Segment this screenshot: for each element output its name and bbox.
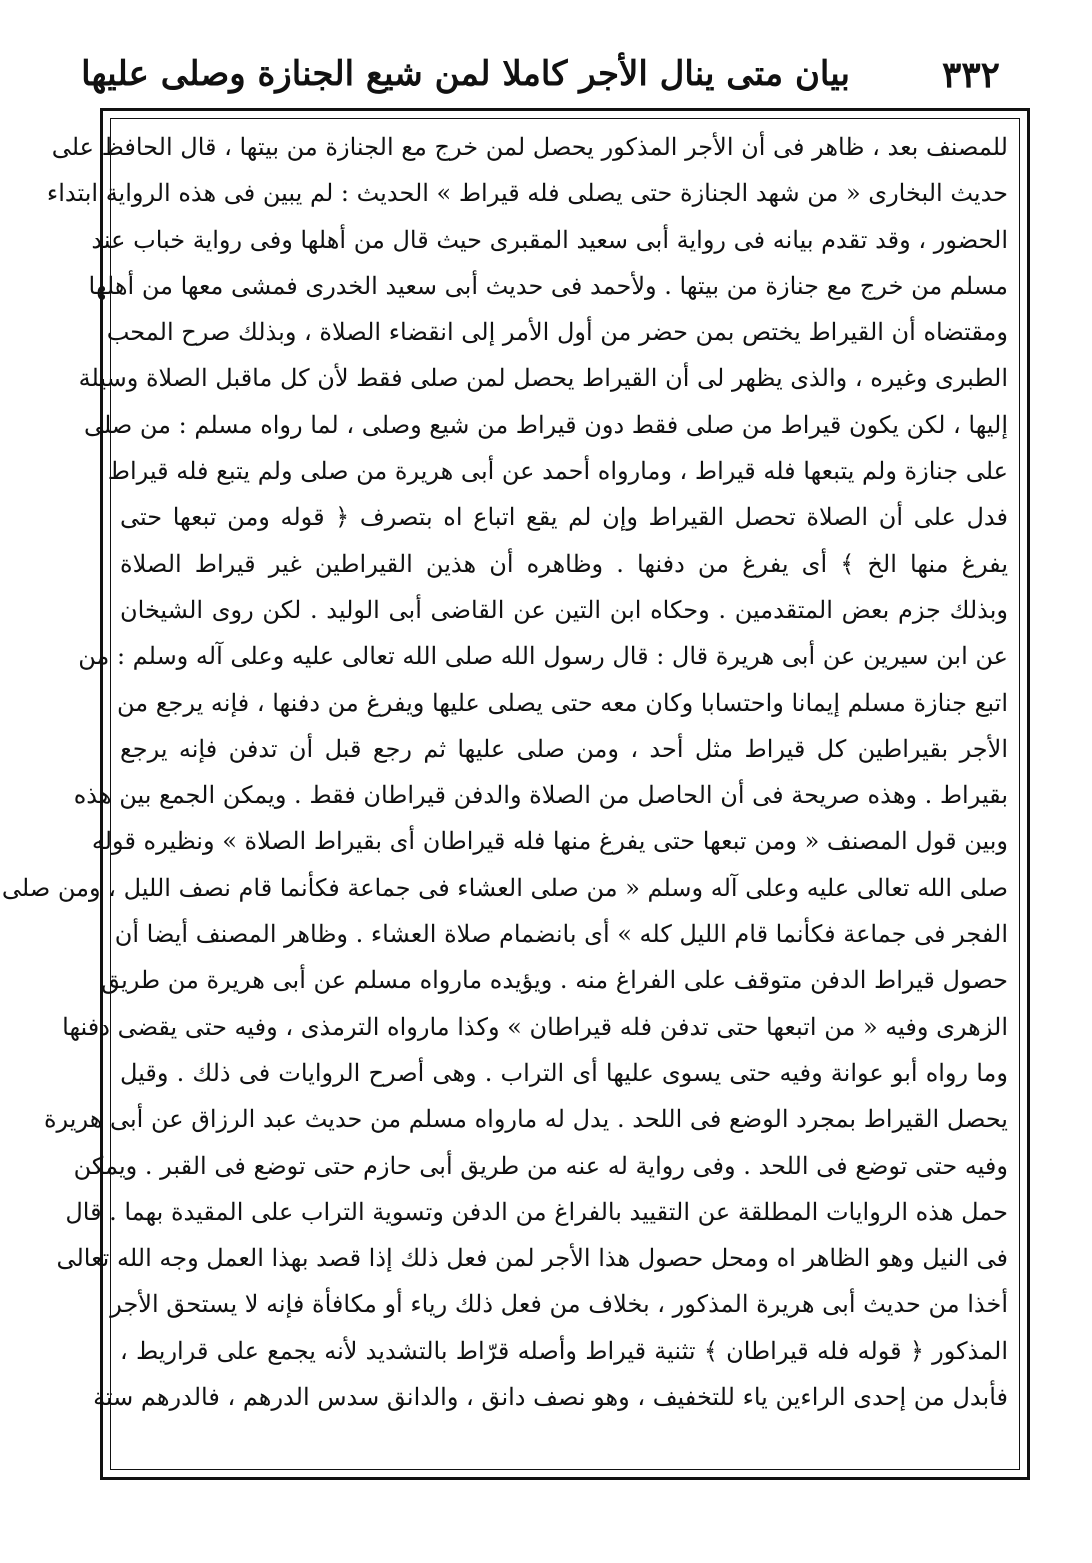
text-line: وفيه حتى توضع فى اللحد . وفى رواية له عنه من طريق أبى حازم حتى توضع فى القبر . ويمكن (73, 1151, 1008, 1180)
text-line: وبذلك جزم بعض المتقدمين . وحكاه ابن التين عن القاضى أبى الوليد . لكن روى الشيخان (120, 595, 1008, 624)
text-line: الأجر بقيراطين كل قيراط مثل أحد ، ومن صلى عليها ثم رجع قبل أن تدفن فإنه يرجع (120, 734, 1008, 763)
text-line: حصول قيراط الدفن متوقف على الفراغ منه . ويؤيده مارواه مسلم عن أبى هريرة من طريق (101, 966, 1008, 995)
text-line: إليها ، لكن يكون قيراط من صلى فقط دون قيراط من شيع وصلى ، لما رواه مسلم : من صلى (83, 410, 1008, 439)
text-line: حمل هذه الروايات المطلقة عن التقييد بالفراغ من الدفن وتسوية التراب على المقيدة بهما . قال (65, 1197, 1008, 1226)
text-line: أخذا من حديث أبى هريرة المذكور ، بخلاف من فعل ذلك رياء أو مكافأة فإنه لا يستحق الأجر (110, 1290, 1008, 1319)
text-line: الحضور ، وقد تقدم بيانه فى رواية أبى سعيد المقبرى حيث قال من أهلها وفى رواية خباب عند (91, 225, 1008, 254)
text-line: حديث البخارى « من شهد الجنازة حتى يصلى فله قيراط » الحديث : لم يبين فى هذه الرواية ابتداء (46, 179, 1008, 208)
text-line: الفجر فى جماعة فكأنما قام الليل كله » أى بانضمام صلاة العشاء . وظاهر المصنف أيضا أن (114, 920, 1008, 949)
text-line: يحصل القيراط بمجرد الوضع فى اللحد . يدل له مارواه مسلم من حديث عبد الرزاق عن أبى هريرة (43, 1105, 1008, 1134)
text-line: فأبدل من إحدى الراءين ياء للتخفيف ، وهو نصف دانق ، والدانق سدس الدرهم ، فالدرهم ستة (93, 1383, 1008, 1412)
text-line: ومقتضاه أن القيراط يختص بمن حضر من أول الأمر إلى انقضاء الصلاة ، وبذلك صرح المحب (106, 318, 1008, 347)
text-line: للمصنف بعد ، ظاهر فى أن الأجر المذكور يحصل لمن خرج مع الجنازة من بيتها ، قال الحافظ على (51, 133, 1008, 161)
text-line: عن ابن سيرين عن أبى هريرة قال : قال رسول الله صلى الله تعالى عليه وعلى آله وسلم : من (78, 642, 1008, 671)
text-line: الزهرى وفيه « من اتبعها حتى تدفن فله قيراطان » وكذا مارواه الترمذى ، وفيه حتى يقضى دفنها (62, 1012, 1008, 1041)
text-line: فى النيل وهو الظاهر اه ومحل حصول هذا الأجر لمن فعل ذلك إذا قصد بهذا العمل وجه الله تعالى (56, 1244, 1008, 1273)
text-line: وما رواه أبو عوانة وفيه حتى يسوى عليها أى التراب . وهى أصرح الروايات فى ذلك . وقيل (120, 1058, 1008, 1087)
text-line: فدل على أن الصلاة تحصل القيراط وإن لم يقع اتباع اه بتصرف ﴿ قوله ومن تبعها حتى (120, 503, 1008, 532)
text-line: وبين قول المصنف « ومن تبعها حتى يفرغ منها فله قيراطان أى بقيراط الصلاة » ونظيره قوله (91, 827, 1008, 856)
text-line: بقيراط . وهذه صريحة فى أن الحاصل من الصلاة والدفن قيراطان فقط . ويمكن الجمع بين هذه (73, 781, 1008, 810)
body-text (1, 124, 1009, 1468)
running-title: بيان متى ينال الأجر كاملا لمن شيع الجنازة وصلى عليها (81, 54, 850, 94)
text-line: على جنازة ولم يتبعها فله قيراط ، ومارواه أحمد عن أبى هريرة من صلى ولم يتبع فله قيراط (107, 457, 1008, 486)
text-line: صلى الله تعالى عليه وعلى آله وسلم « من صلى العشاء فى جماعة فكأنما قام نصف الليل ، ومن صلى (1, 873, 1008, 902)
page-header (81, 48, 1000, 108)
text-line: الطبرى وغيره ، والذى يظهر لى أن القيراط يحصل لمن صلى فقط لأن كل ماقبل الصلاة وسيلة (78, 364, 1008, 393)
text-line: المذكور ﴿ قوله فله قيراطان ﴾ تثنية قيراط وأصله قرّاط بالتشديد لأنه يجمع على قراريط ، (120, 1336, 1008, 1365)
text-line: مسلم من خرج مع جنازة من بيتها . ولأحمد فى حديث أبى سعيد الخدرى فمشى معها من أهلها (88, 271, 1008, 300)
text-line: اتبع جنازة مسلم إيمانا واحتسابا وكان معه حتى يصلى عليها ويفرغ من دفنها ، فإنه يرجع من (116, 688, 1008, 717)
page-number: ٣٣٢ (941, 54, 1000, 96)
text-line: يفرغ منها الخ ﴾ أى يفرغ من دفنها . وظاهره أن هذين القيراطين غير قيراط الصلاة (120, 549, 1009, 578)
